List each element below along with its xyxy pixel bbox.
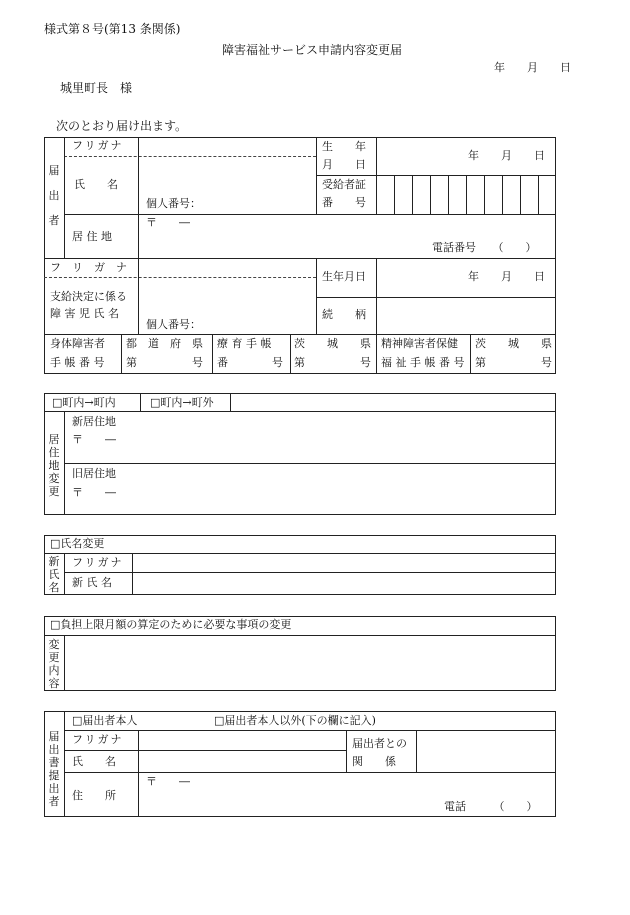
submitter-relation-label-1: 届出者との [352, 737, 407, 750]
applicant-birth-label-2: 月 日 [322, 158, 366, 171]
new-name-section-label: 新氏名 [48, 555, 60, 594]
applicant-section-label: 届出者 [48, 164, 60, 227]
applicant-postal-mark: 〒 ― [146, 216, 190, 229]
name-change-title[interactable]: □氏名変更 [50, 537, 105, 550]
burden-change-section-label: 変更内容 [48, 638, 60, 690]
new-name-label: 新 氏 名 [72, 576, 112, 589]
child-personal-number-label: 個人番号： [146, 318, 201, 331]
child-name-label-1: 支給決定に係る [50, 290, 127, 303]
residence-option-out[interactable]: □町内→町外 [150, 396, 214, 409]
applicant-name-label: 氏 名 [74, 178, 118, 191]
submitter-furigana-label: フリガナ [72, 733, 124, 746]
new-residence-postal: 〒 ― [72, 433, 116, 446]
physical-handbook-label-1: 身体障害者 [50, 337, 105, 350]
child-furigana-label: フ リ ガ ナ [50, 261, 127, 274]
residence-option-in[interactable]: □町内→町内 [52, 396, 116, 409]
child-birth-value[interactable]: 年 月 日 [468, 270, 545, 283]
old-residence-postal: 〒 ― [72, 486, 116, 499]
addressee: 城里町長 様 [60, 81, 133, 95]
residence-section-label: 居住地変更 [48, 433, 60, 498]
new-residence-label: 新居住地 [72, 415, 116, 428]
old-residence-label: 旧居住地 [72, 467, 116, 480]
submitter-phone-label: 電話 （ ） [444, 800, 538, 813]
applicant-phone-label: 電話番号 （ ） [432, 241, 537, 254]
recipient-number-label-1: 受給者証 [322, 178, 366, 191]
ibaraki-label-2: 茨 城 県 [475, 337, 552, 350]
prefecture-label: 都 道 府 県 [126, 337, 203, 350]
ibaraki-number-label-2: 第 号 [475, 356, 552, 369]
form-number: 様式第８号(第13 条関係) [44, 22, 181, 36]
rehab-handbook-label-2: 番 号 [217, 356, 283, 369]
applicant-address-label: 居 住 地 [72, 230, 112, 243]
submitter-option-self[interactable]: □届出者本人 [72, 714, 138, 727]
applicant-personal-number-label: 個人番号： [146, 197, 201, 210]
submission-date[interactable]: 年 月 日 [494, 61, 571, 74]
applicant-birth-label-1: 生 年 [322, 140, 366, 153]
ibaraki-label-1: 茨 城 県 [294, 337, 371, 350]
mental-handbook-label-1: 精神障害者保健 [381, 337, 458, 350]
submitter-postal-mark: 〒 ― [146, 775, 190, 788]
applicant-birth-value[interactable]: 年 月 日 [468, 149, 545, 162]
submitter-relation-label-2: 関 係 [352, 755, 396, 768]
mental-handbook-label-2: 福 祉 手 帳 番 号 [381, 356, 465, 369]
submitter-section-label: 届出書提出者 [48, 730, 60, 808]
child-name-label-2: 障 害 児 氏 名 [50, 307, 119, 320]
recipient-number-label-2: 番 号 [322, 196, 366, 209]
submitter-name-label: 氏 名 [72, 755, 116, 768]
applicant-furigana-label: フリガナ [72, 139, 124, 152]
rehab-handbook-label-1: 療 育 手 帳 [217, 337, 272, 350]
ibaraki-number-label-1: 第 号 [294, 356, 371, 369]
submitter-option-other[interactable]: □届出者本人以外(下の欄に記入) [214, 714, 376, 727]
child-relation-label: 続 柄 [322, 308, 366, 321]
submitter-address-label: 住 所 [72, 789, 116, 802]
prefecture-number-label: 第 号 [126, 356, 203, 369]
physical-handbook-label-2: 手 帳 番 号 [50, 356, 105, 369]
form-title: 障害福祉サービス申請内容変更届 [222, 43, 403, 57]
child-birth-label: 生年月日 [322, 270, 366, 283]
new-name-furigana-label: フリガナ [72, 556, 124, 569]
intro-text: 次のとおり届け出ます。 [56, 119, 188, 133]
burden-change-title[interactable]: □負担上限月額の算定のために必要な事項の変更 [50, 618, 292, 631]
